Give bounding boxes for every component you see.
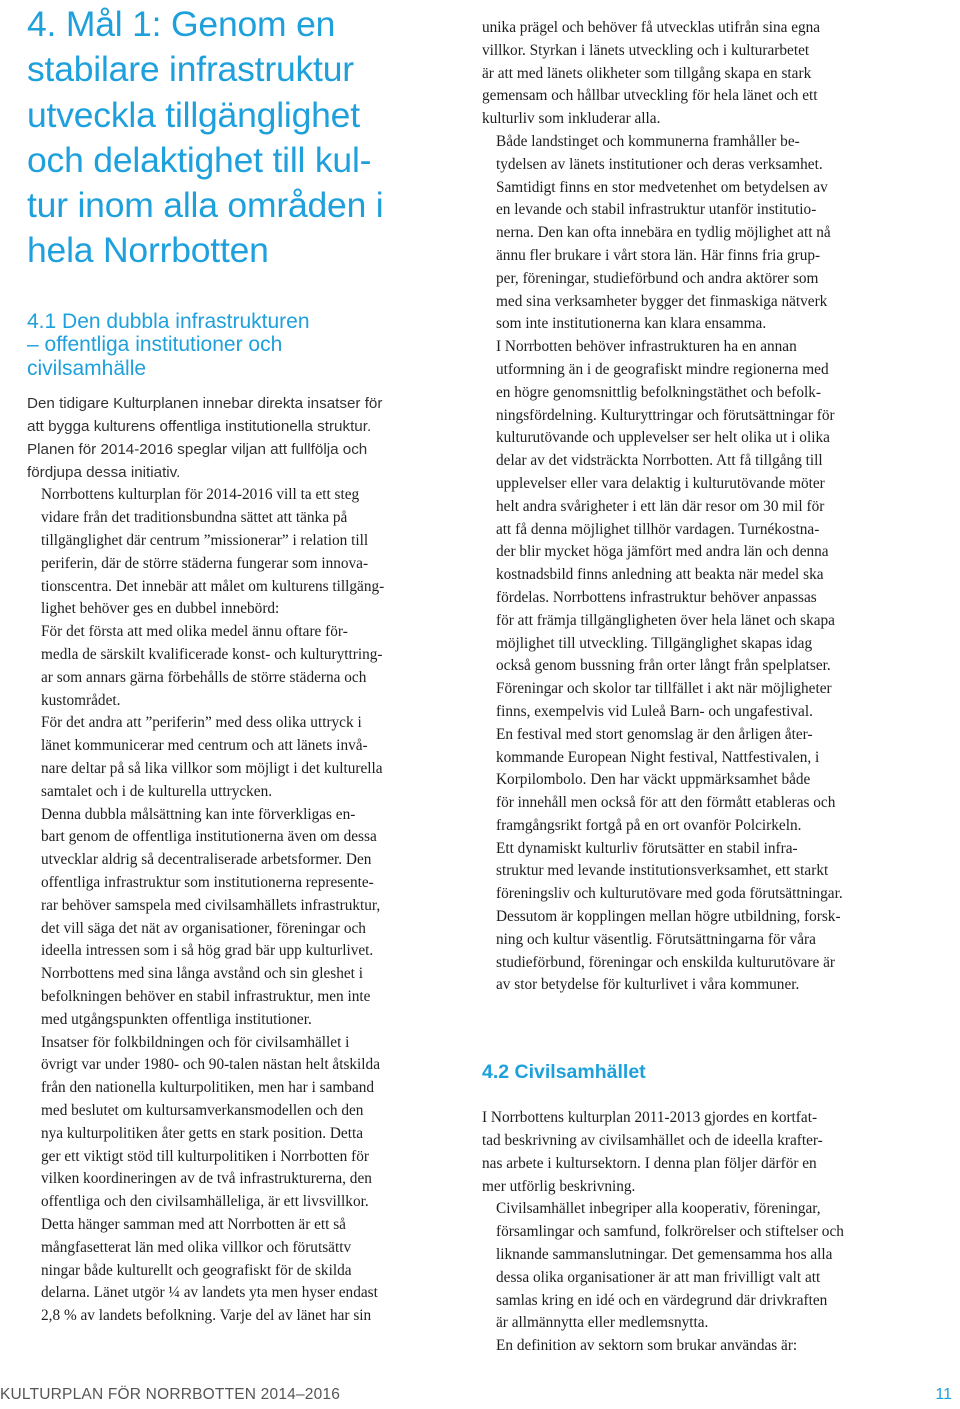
body-paragraph: Detta hänger samman med att Norrbotten är ett så mångfasetterat län med olika villkor och förutsättv ningar både kulturellt och geografiskt för de skilda delarna. Länet utgör ¼ av landets yta men hyser endast 2,8 % av landets befolkning. Varje del av länet har sin: [41, 1215, 378, 1325]
body-paragraph: Insatser för folkbildningen och för civilsamhället i övrigt var under 1980- och 90-talen nästan helt åtskilda från den nationella kulturpolitiken, men har i samband med beslutet om kultursamverkansmodellen och den nya kulturpolitiken åter getts en stark position. Detta ger ett viktigt stöd till kulturpolitiken i Norrbotten för vilken koordineringen av de två infrastrukturerna, den offentliga och den civilsamhälleliga, är ett livsvillkor.: [41, 1033, 380, 1211]
body-paragraph: En definition av sektorn som brukar användas är:: [496, 1337, 798, 1355]
body-paragraph: En festival med stort genomslag är den årligen åter- kommande European Night festival, Nattfestivalen, i Korpilombolo. Den har väckt uppmärksamhet både för innehåll men också för att den förmått etableras och framgångsrikt fortgå på en ort ovanför Polcirkeln.: [496, 725, 836, 834]
section2-title: 4.2 Civilsamhället: [482, 1061, 646, 1084]
page-number: 11: [935, 1386, 952, 1403]
body-paragraph: Civilsamhället inbegriper alla kooperativ, föreningar, församlingar och samfund, folkrörelser och stiftelser och liknande sammanslutningar. Det gemensamma hos alla dessa olika organisationer är att man frivilligt valt att samlas kring en idé och en värdegrund där drivkraften är allmännytta eller medlemsnytta.: [496, 1200, 844, 1332]
body-paragraph: För det första att med olika medel ännu oftare för- medla de särskilt kvalificerade konst- och kulturyttring- ar som annars gärna förbehålls de större städerna och kustområdet.: [41, 623, 383, 709]
body-paragraph: Denna dubbla målsättning kan inte förverkligas en- bart genom de offentliga institutionerna även om dessa utvecklar aldrig så decentraliserade arbetsformer. Den offentliga infrastruktur som institutionerna represente- rar behöver samspela med civilsamhällets infrastruktur, det vill säga det nät av organisationer, föreningar och ideella intressen som i så hög grad bär upp kulturlivet. Norrbottens med sina långa avstånd och sin gleshet i befolkningen behöver en stabil infrastruktur, men inte med utgångspunkten offentliga institutioner.: [41, 805, 381, 1028]
right-body: [482, 17, 908, 997]
body-paragraph: unika prägel och behöver få utvecklas utifrån sina egna villkor. Styrkan i länets utveckling och i kulturarbetet är att med länets olikheter som tillgång skapa en stark gemensam och hållbar utveckling för hela länet och ett kulturliv som inkluderar alla.: [482, 19, 821, 128]
right-body-2: [482, 1107, 908, 1358]
footer-title: KULTURPLAN FÖR NORRBOTTEN 2014–2016: [0, 1386, 341, 1403]
right-column: [482, 0, 908, 1358]
section-title: 4.1 Den dubbla infrastrukturen – offentliga institutioner och civilsamhälle: [27, 309, 310, 380]
lead-paragraph: Den tidigare Kulturplanen innebar direkta insatser för att bygga kulturens offentliga institutionella struktur. Planen för 2014-2016 speglar viljan att fullfölja och fördjupa dessa initiativ.: [27, 395, 383, 481]
body-paragraph: Norrbottens kulturplan för 2014-2016 vill ta ett steg vidare från det traditionsbundna sättet att tänka på tillgänglighet där centrum ”missionerar” i relation till periferin, där de större städerna fungerar som innova- tionscentra. Det innebär att målet om kulturens tillgäng- lighet behöver ges en dubbel innebörd:: [41, 486, 385, 618]
left-body: [27, 484, 447, 1327]
chapter-title: 4. Mål 1: Genom en stabilare infrastruktur utveckla tillgänglighet och delaktighet till kul- tur inom alla områden i hela Norrbotten: [27, 4, 384, 271]
left-column: [27, 0, 447, 1328]
body-paragraph: Både landstinget och kommunerna framhåller be- tydelsen av länets institutioner och deras verksamhet. Samtidigt finns en stor medvetenhet om betydelsen av en levande och stabil infrastruktur utanför institutio- nerna. Den kan ofta innebära en tydlig möjlighet att nå ännu fler brukare i vårt stora län. Här finns fria grup- per, föreningar, studieförbund och andra aktörer som med sina verksamheter bygger det finmaskiga nätverk som inte institutionerna kan klara ensamma.: [496, 132, 831, 333]
body-paragraph: Ett dynamiskt kulturliv förutsätter en stabil infra- struktur med levande institutionsverksamhet, ett starkt föreningsliv och kulturutövare med goda förutsättningar. Dessutom är kopplingen mellan högre utbildning, forsk- ning och kultur väsentlig. Förutsättningarna för våra studieförbund, föreningar och enskilda kulturutövare är av stor betydelse för kulturlivet i våra kommuner.: [496, 839, 843, 994]
body-paragraph: För det andra att ”periferin” med dess olika uttryck i länet kommunicerar med centrum och att länets invå- nare deltar på så lika villkor som möjligt i det kulturella samtalet och i de kulturella uttrycken.: [41, 714, 383, 800]
body-paragraph: I Norrbotten behöver infrastrukturen ha en annan utformning än i de geografiskt mindre regionerna med en högre genomsnittlig befolkningstäthet och befolk- ningsfördelning. Kulturyttringar och förutsättningar för kulturutövande och upplevelser ser helt olika ut i olika delar av det vidsträckta Norrbotten. Att få tillgång till upplevelser eller vara delaktig i kulturutövande möter helt andra svårigheter i ett län där resor om 30 mil för att få denna möjlighet tillhör vardagen. Turnékostna- der blir mycket höga jämfört med andra län och denna kostnadsbild finns anledning att beakta när medel ska fördelas. Norrbottens infrastruktur behöver anpassas för att främja tillgängligheten över hela länet och skapa möjlighet till utveckling. Tillgänglighet skapas idag också genom bussning från orter långt från spelplatser. Föreningar och skolor tar tillfället i akt när möjligheter finns, exempelvis vid Luleå Barn- och ungafestival.: [496, 338, 835, 720]
body-paragraph: I Norrbottens kulturplan 2011-2013 gjordes en kortfat- tad beskrivning av civilsamhället och de ideella krafter- nas arbete i kultursektorn. I denna plan följer därför en mer utförlig beskrivning.: [482, 1109, 823, 1195]
